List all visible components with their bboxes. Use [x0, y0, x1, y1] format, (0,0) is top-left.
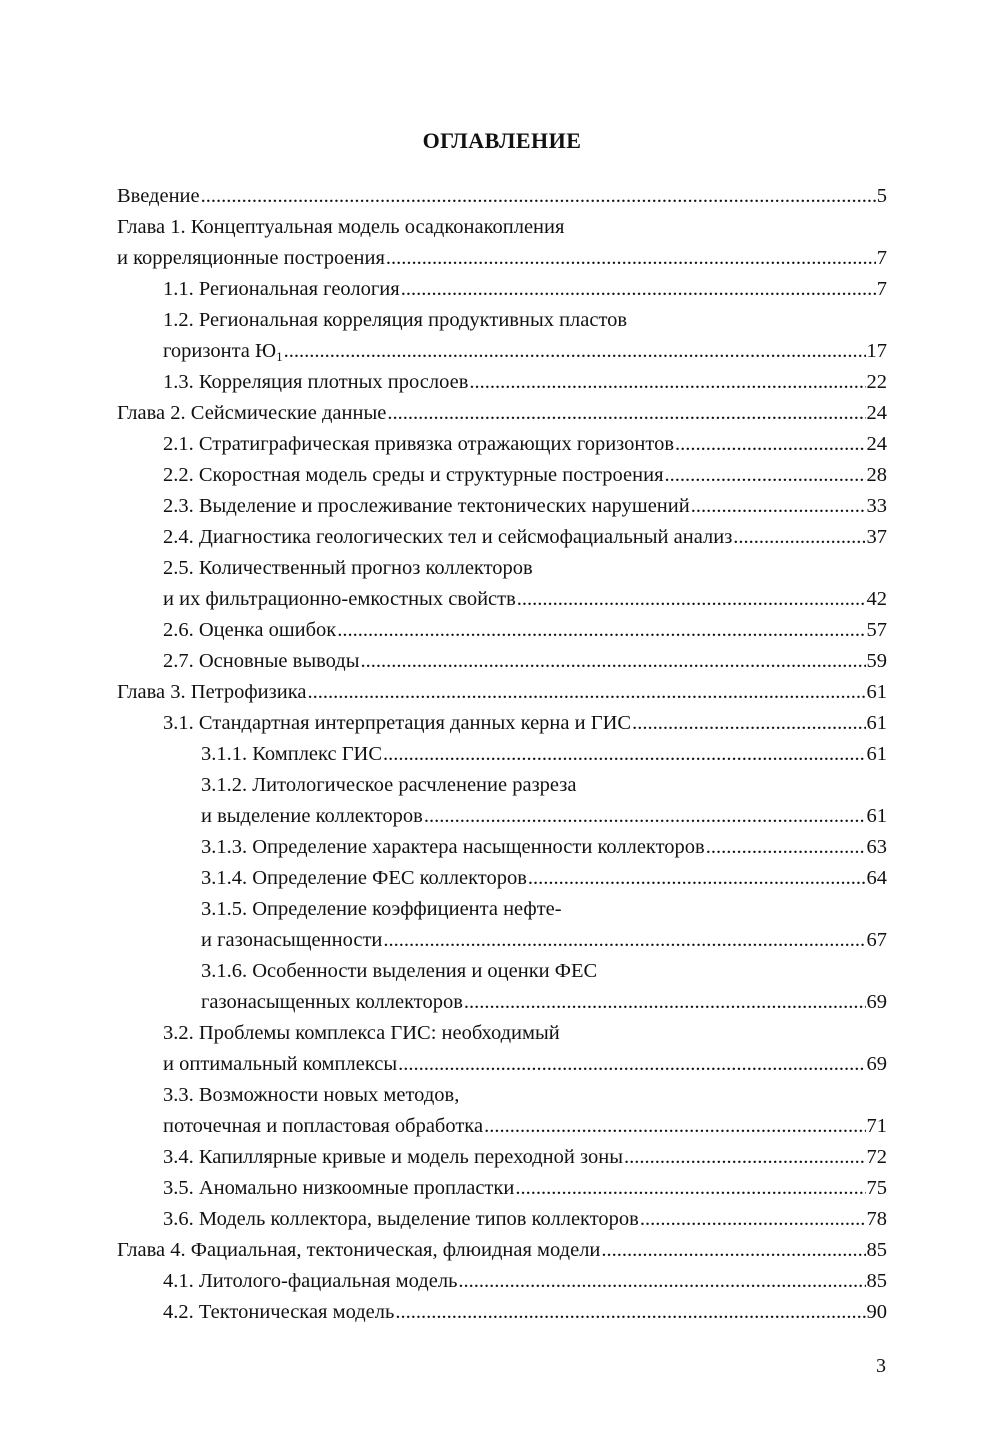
toc-entry-page: 71: [866, 1115, 887, 1137]
toc-entry-title: 2.5. Количественный прогноз коллекторов: [163, 557, 533, 579]
toc-entry[interactable]: [117, 739, 887, 770]
dot-leader: [640, 1204, 866, 1235]
toc-entry[interactable]: [117, 1235, 887, 1266]
toc-entry-title: 3.1.1. Комплекс ГИС: [201, 743, 383, 765]
dot-leader: [458, 1266, 865, 1297]
toc-entry-page: 33: [866, 495, 887, 517]
toc-entry-title: Глава 4. Фациальная, тектоническая, флюидная модели: [117, 1239, 601, 1261]
toc-entry-page: 17: [866, 340, 887, 362]
toc-entry-page: 64: [866, 867, 887, 889]
toc-entry-page: 67: [866, 929, 887, 951]
toc-entry-title: 3.2. Проблемы комплекса ГИС: необходимый: [163, 1022, 560, 1044]
toc-entry-title: 3.6. Модель коллектора, выделение типов коллекторов: [163, 1208, 639, 1230]
toc-entry-title: газонасыщенных коллекторов: [201, 991, 463, 1013]
dot-leader: [383, 925, 865, 956]
toc-entry-title: 1.1. Региональная геология: [163, 278, 400, 300]
dot-leader: [383, 739, 865, 770]
toc-entry-page: 61: [866, 743, 887, 765]
toc-entry[interactable]: [117, 832, 887, 863]
dot-leader: [361, 646, 866, 677]
toc-entry-page: 24: [866, 433, 887, 455]
dot-leader: [386, 243, 876, 274]
toc-entry-page: 59: [866, 650, 887, 672]
dot-leader: [337, 615, 865, 646]
toc-entry-title: 3.3. Возможности новых методов,: [163, 1084, 460, 1106]
dot-leader: [517, 584, 866, 615]
toc-entry-title: 3.4. Капиллярные кривые и модель переходной зоны: [163, 1146, 623, 1168]
toc-entry[interactable]: [117, 584, 887, 615]
toc-entry-title: и корреляционные построения: [117, 247, 385, 269]
toc-entry-page: 69: [866, 1053, 887, 1075]
toc-entry-title: 2.1. Стратиграфическая привязка отражающих горизонтов: [163, 433, 674, 455]
toc-entry-title: 3.5. Аномально низкоомные пропластки: [163, 1177, 515, 1199]
dot-leader: [387, 398, 865, 429]
toc-entry[interactable]: [117, 1204, 887, 1235]
dot-leader: [284, 336, 866, 367]
toc-entry-title: Глава 3. Петрофизика: [117, 681, 307, 703]
toc-entry[interactable]: [117, 181, 887, 212]
toc-entry-title-main: горизонта Ю: [163, 340, 277, 362]
toc-entry-title: 2.2. Скоростная модель среды и структурные построения: [163, 464, 664, 486]
toc-entry[interactable]: [117, 646, 887, 677]
toc-entry-title: поточечная и попластовая обработка: [163, 1115, 484, 1137]
dot-leader: [632, 708, 865, 739]
toc-entry[interactable]: [117, 987, 887, 1018]
dot-leader: [675, 429, 866, 460]
toc-entry-title: и выделение коллекторов: [201, 805, 423, 827]
toc-entry-page: 57: [866, 619, 887, 641]
page-number: 3: [876, 1355, 886, 1377]
toc-entry-page: 78: [866, 1208, 887, 1230]
toc-entry-page: 85: [866, 1270, 887, 1292]
toc-entry-title: Введение: [117, 185, 200, 207]
toc-entry-title: 2.4. Диагностика геологических тел и сейсмофациальный анализ: [163, 526, 733, 548]
subscript: 1: [276, 349, 283, 364]
dot-leader: [601, 1235, 865, 1266]
dot-leader: [624, 1142, 866, 1173]
toc-entry[interactable]: [117, 491, 887, 522]
toc-entry[interactable]: [117, 305, 887, 336]
toc-entry[interactable]: [117, 925, 887, 956]
toc-entry-page: 7: [876, 278, 887, 300]
toc-entry[interactable]: [117, 367, 887, 398]
toc-entry[interactable]: [117, 1142, 887, 1173]
toc-entry[interactable]: [117, 863, 887, 894]
dot-leader: [307, 677, 865, 708]
toc-entry[interactable]: [117, 336, 887, 367]
toc-entry-page: 37: [866, 526, 887, 548]
toc-entry-page: 22: [866, 371, 887, 393]
toc-entry-page: 7: [876, 247, 887, 269]
toc-entry-title: и оптимальный комплексы: [163, 1053, 398, 1075]
toc-entry[interactable]: [117, 553, 887, 584]
toc-entry[interactable]: [117, 1173, 887, 1204]
toc-entry[interactable]: [117, 1266, 887, 1297]
toc-entry[interactable]: [117, 274, 887, 305]
toc-entry-page: 69: [866, 991, 887, 1013]
toc-entry[interactable]: [117, 460, 887, 491]
dot-leader: [665, 460, 866, 491]
toc-entry[interactable]: [117, 708, 887, 739]
toc-entry-page: 24: [866, 402, 887, 424]
dot-leader: [398, 1049, 865, 1080]
dot-leader: [464, 987, 866, 1018]
dot-leader: [201, 181, 876, 212]
toc-entry-page: 61: [866, 805, 887, 827]
toc-entry[interactable]: [117, 243, 887, 274]
toc-entry[interactable]: [117, 212, 887, 243]
toc-entry-page: 5: [876, 185, 887, 207]
toc-entry-title: 4.2. Тектоническая модель: [163, 1301, 395, 1323]
toc-entry-title: [163, 336, 283, 368]
toc-entry-page: 42: [866, 588, 887, 610]
toc-entry[interactable]: [117, 615, 887, 646]
toc-entry[interactable]: [117, 894, 887, 925]
toc-entry-title: 3.1.2. Литологическое расчленение разреза: [201, 774, 577, 796]
toc-entry-page: 75: [866, 1177, 887, 1199]
toc-entry-title: 3.1.4. Определение ФЕС коллекторов: [201, 867, 527, 889]
toc-entry-page: 28: [866, 464, 887, 486]
toc-entry-title: 1.2. Региональная корреляция продуктивных пластов: [163, 309, 628, 331]
dot-leader: [424, 801, 866, 832]
toc-entry-title: 1.3. Корреляция плотных прослоев: [163, 371, 469, 393]
toc-entry-title: и газонасыщенности: [201, 929, 383, 951]
toc-entry-title: 4.1. Литолого-фациальная модель: [163, 1270, 458, 1292]
toc-entry-page: 61: [866, 681, 887, 703]
toc-entry[interactable]: [117, 1049, 887, 1080]
toc-entry-title: 3.1. Стандартная интерпретация данных керна и ГИС: [163, 712, 632, 734]
table-of-contents: [117, 181, 887, 1328]
dot-leader: [691, 491, 866, 522]
toc-entry-title: 3.1.3. Определение характера насыщенности коллекторов: [201, 836, 705, 858]
toc-entry-title: Глава 1. Концептуальная модель осадконакопления: [117, 216, 565, 238]
toc-entry-page: 90: [866, 1301, 887, 1323]
dot-leader: [395, 1297, 865, 1328]
toc-entry[interactable]: [117, 1080, 887, 1111]
toc-entry-page: 85: [866, 1239, 887, 1261]
toc-entry[interactable]: [117, 522, 887, 553]
toc-entry-title: 2.7. Основные выводы: [163, 650, 360, 672]
toc-entry[interactable]: [117, 1111, 887, 1142]
toc-entry[interactable]: [117, 398, 887, 429]
dot-leader: [515, 1173, 865, 1204]
toc-entry-title: 3.1.6. Особенности выделения и оценки ФЕС: [201, 960, 598, 982]
toc-entry-page: 63: [866, 836, 887, 858]
toc-entry[interactable]: [117, 801, 887, 832]
toc-entry-title: Глава 2. Сейсмические данные: [117, 402, 387, 424]
toc-entry[interactable]: [117, 429, 887, 460]
toc-entry-page: 61: [866, 712, 887, 734]
toc-entry-title: 2.6. Оценка ошибок: [163, 619, 337, 641]
toc-entry-title: 2.3. Выделение и прослеживание тектонических нарушений: [163, 495, 690, 517]
toc-entry[interactable]: [117, 1018, 887, 1049]
toc-entry-title: и их фильтрационно-емкостных свойств: [163, 588, 516, 610]
dot-leader: [484, 1111, 865, 1142]
toc-entry[interactable]: [117, 956, 887, 987]
page-title: ОГЛАВЛЕНИЕ: [422, 128, 582, 153]
dot-leader: [733, 522, 865, 553]
toc-entry[interactable]: [117, 677, 887, 708]
dot-leader: [528, 863, 866, 894]
toc-entry-title: 3.1.5. Определение коэффициента нефте-: [201, 898, 562, 920]
toc-entry-page: 72: [866, 1146, 887, 1168]
dot-leader: [469, 367, 865, 398]
toc-entry[interactable]: [117, 1297, 887, 1328]
dot-leader: [706, 832, 866, 863]
dot-leader: [401, 274, 876, 305]
toc-entry[interactable]: [117, 770, 887, 801]
